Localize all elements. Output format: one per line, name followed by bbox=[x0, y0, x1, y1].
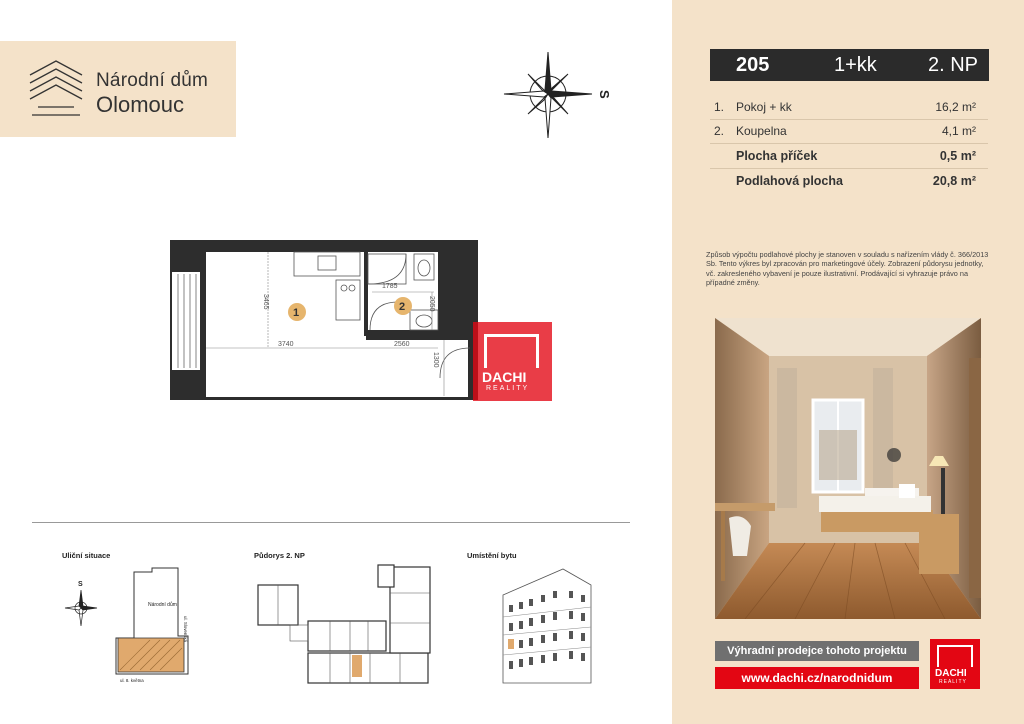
brand-line2: Olomouc bbox=[96, 92, 185, 117]
room-row-label: Koupelna bbox=[736, 124, 787, 138]
dachi-logo-frame bbox=[937, 645, 973, 667]
location-title: Umístění bytu bbox=[467, 551, 517, 560]
dachi-logo bbox=[930, 639, 980, 689]
street-map-street2: ul. 8. května bbox=[120, 678, 144, 683]
street-situation-title: Uliční situace bbox=[62, 551, 111, 560]
watermark-brand: DACHI bbox=[482, 369, 527, 385]
room-1-label: 1 bbox=[293, 307, 300, 319]
room-row bbox=[710, 119, 988, 144]
dim-3465: 3465 bbox=[262, 294, 269, 310]
unit-header bbox=[710, 49, 989, 81]
brand-line1: Národní dům bbox=[96, 70, 209, 91]
room-row-label: Pokoj + kk bbox=[736, 100, 792, 114]
brand-box bbox=[0, 41, 236, 137]
dim-2560: 2560 bbox=[394, 341, 410, 348]
national-house-logo bbox=[28, 59, 84, 117]
interior-photo bbox=[715, 318, 981, 619]
compass-label: S bbox=[597, 90, 612, 99]
total-row-label: Podlahová plocha bbox=[736, 174, 843, 188]
unit-layout: 1+kk bbox=[834, 54, 877, 76]
watermark-frame bbox=[484, 334, 539, 368]
floor-plan-title: Půdorys 2. NP bbox=[254, 551, 305, 560]
room-row-area: 16,2 m² bbox=[935, 100, 976, 114]
dim-2050: 2050 bbox=[428, 296, 435, 312]
compass-rose-icon bbox=[500, 50, 620, 142]
total-row-label: Plocha příček bbox=[736, 149, 818, 163]
floor2-plan-thumbnail bbox=[250, 563, 440, 687]
street-map-street1: ul. Slovenská bbox=[183, 616, 188, 643]
room-row-number: 2. bbox=[714, 124, 725, 138]
watermark-sub: REALITY bbox=[486, 385, 530, 392]
total-row bbox=[710, 144, 988, 169]
street-map-compass-label: S bbox=[78, 581, 83, 588]
street-situation-map bbox=[60, 566, 200, 686]
room-row-number: 1. bbox=[714, 100, 725, 114]
total-row-area: 20,8 m² bbox=[932, 174, 976, 188]
room-row bbox=[710, 95, 988, 120]
dim-1785: 1785 bbox=[382, 283, 398, 290]
disclaimer-note: Způsob výpočtu podlahové plochy je stanoven v souladu s nařízením vlády č. 366/2013 Sb. Tento výkres byl zpracován pro marketingové účely. Zobrazení půdorysu jednotky, vč. zakresleného vybavení je pouze ilustrativní. Prodávající si vyhrazuje právo na případné změny. bbox=[706, 250, 989, 288]
dachi-watermark bbox=[473, 322, 552, 401]
unit-number: 205 bbox=[736, 54, 770, 76]
building-location-thumbnail bbox=[497, 565, 597, 687]
dachi-logo-sub: REALITY bbox=[939, 679, 967, 685]
street-map-building-label: Národní dům bbox=[148, 602, 177, 608]
unit-floor: 2. NP bbox=[928, 54, 979, 76]
dim-3740: 3740 bbox=[278, 341, 294, 348]
dachi-logo-main: DACHI bbox=[935, 668, 967, 679]
section-divider bbox=[32, 522, 630, 523]
exclusive-seller-banner: Výhradní prodejce tohoto projektu bbox=[715, 641, 919, 661]
room-2-label: 2 bbox=[399, 301, 406, 313]
total-row bbox=[710, 169, 988, 193]
room-row-area: 4,1 m² bbox=[941, 124, 976, 138]
website-link[interactable]: www.dachi.cz/narodnidum bbox=[715, 667, 919, 689]
total-row-area: 0,5 m² bbox=[939, 149, 976, 163]
dim-1300: 1300 bbox=[432, 352, 439, 368]
